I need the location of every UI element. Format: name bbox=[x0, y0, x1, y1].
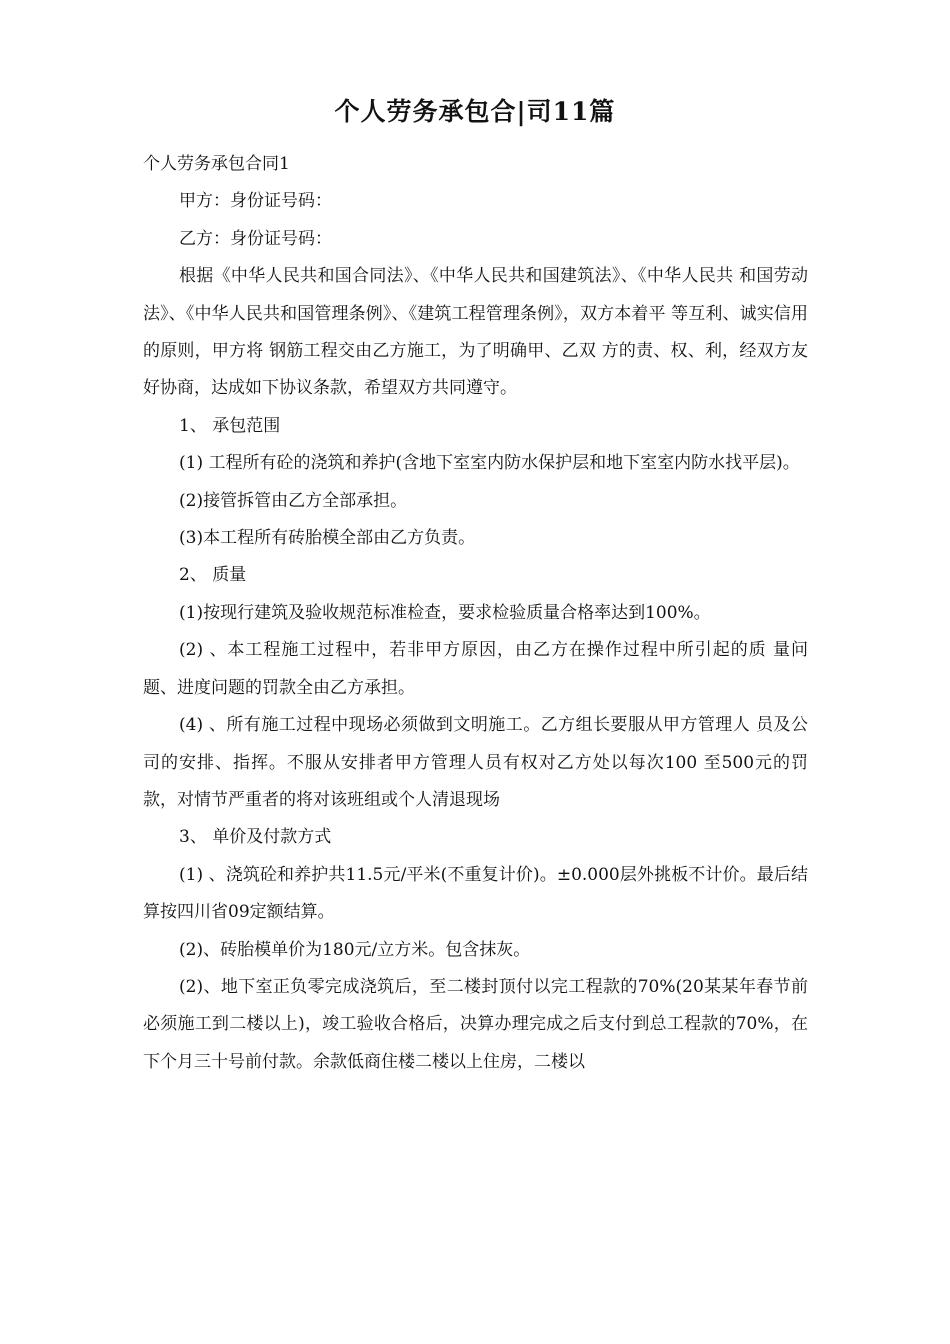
payment-item: (2)、地下室正负零完成浇筑后，至二楼封顶付以完工程款的70%(20某某年春节前必须施工到二楼以上)，竣工验收合格后，决算办理完成之后支付到总工程款的70%，在下个月三十号前付款。余款低商住楼二楼以上住房，二楼以 bbox=[143, 976, 808, 1072]
contract-subtitle: 个人劳务承包合同1 bbox=[143, 154, 290, 174]
preamble-paragraph: 根据《中华人民共和国合同法》、《中华人民共和国建筑法》、《中华人民共 和国劳动法》、《中华人民共和国管理条例》、《建筑工程管理条例》，双方本着平 等互利、诚实信用的原则，甲方将 钢筋工程交由乙方施工，为了明确甲、乙双 方的责、权、利，经双方友好协商，达成如下协议条款，希望双方共同遵守。 bbox=[143, 266, 808, 399]
section-heading-price: 3、 单价及付款方式 bbox=[179, 827, 332, 848]
price-item-2: (2)、砖胎模单价为180元/立方米。包含抹灰。 bbox=[179, 939, 531, 960]
document-title: 个人劳务承包合|司11篇 bbox=[334, 97, 616, 126]
section-heading-scope: 1、 承包范围 bbox=[179, 415, 281, 436]
scope-item-2: (2)接管拆管由乙方全部承担。 bbox=[179, 490, 408, 511]
section-heading-quality: 2、 质量 bbox=[179, 565, 247, 586]
quality-item-4: (4) 、所有施工过程中现场必须做到文明施工。乙方组长要服从甲方管理人 员及公司的安排、指挥。不服从安排者甲方管理人员有权对乙方处以每次100 至500元的罚款，对情节严重者的将对该班组或个人清退现场 bbox=[143, 715, 808, 810]
price-item-1: (1) 、浇筑砼和养护共11.5元/平米(不重复计价)。±0.000层外挑板不计价。最后结算按四川省09定额结算。 bbox=[143, 864, 808, 923]
document-body bbox=[143, 146, 808, 1081]
party-b-line: 乙方：身份证号码： bbox=[179, 228, 332, 249]
quality-item-2: (2) 、本工程施工过程中，若非甲方原因，由乙方在操作过程中所引起的质 量问题、进度问题的罚款全由乙方承担。 bbox=[143, 640, 808, 698]
party-a-line: 甲方：身份证号码： bbox=[179, 191, 332, 212]
quality-item-1: (1)按现行建筑及验收规范标准检查，要求检验质量合格率达到100%。 bbox=[179, 602, 711, 623]
scope-item-3: (3)本工程所有砖胎模全部由乙方负责。 bbox=[179, 528, 476, 549]
scope-item-1: (1) 工程所有砼的浇筑和养护(含地下室室内防水保护层和地下室室内防水找平层)。 bbox=[179, 453, 800, 474]
